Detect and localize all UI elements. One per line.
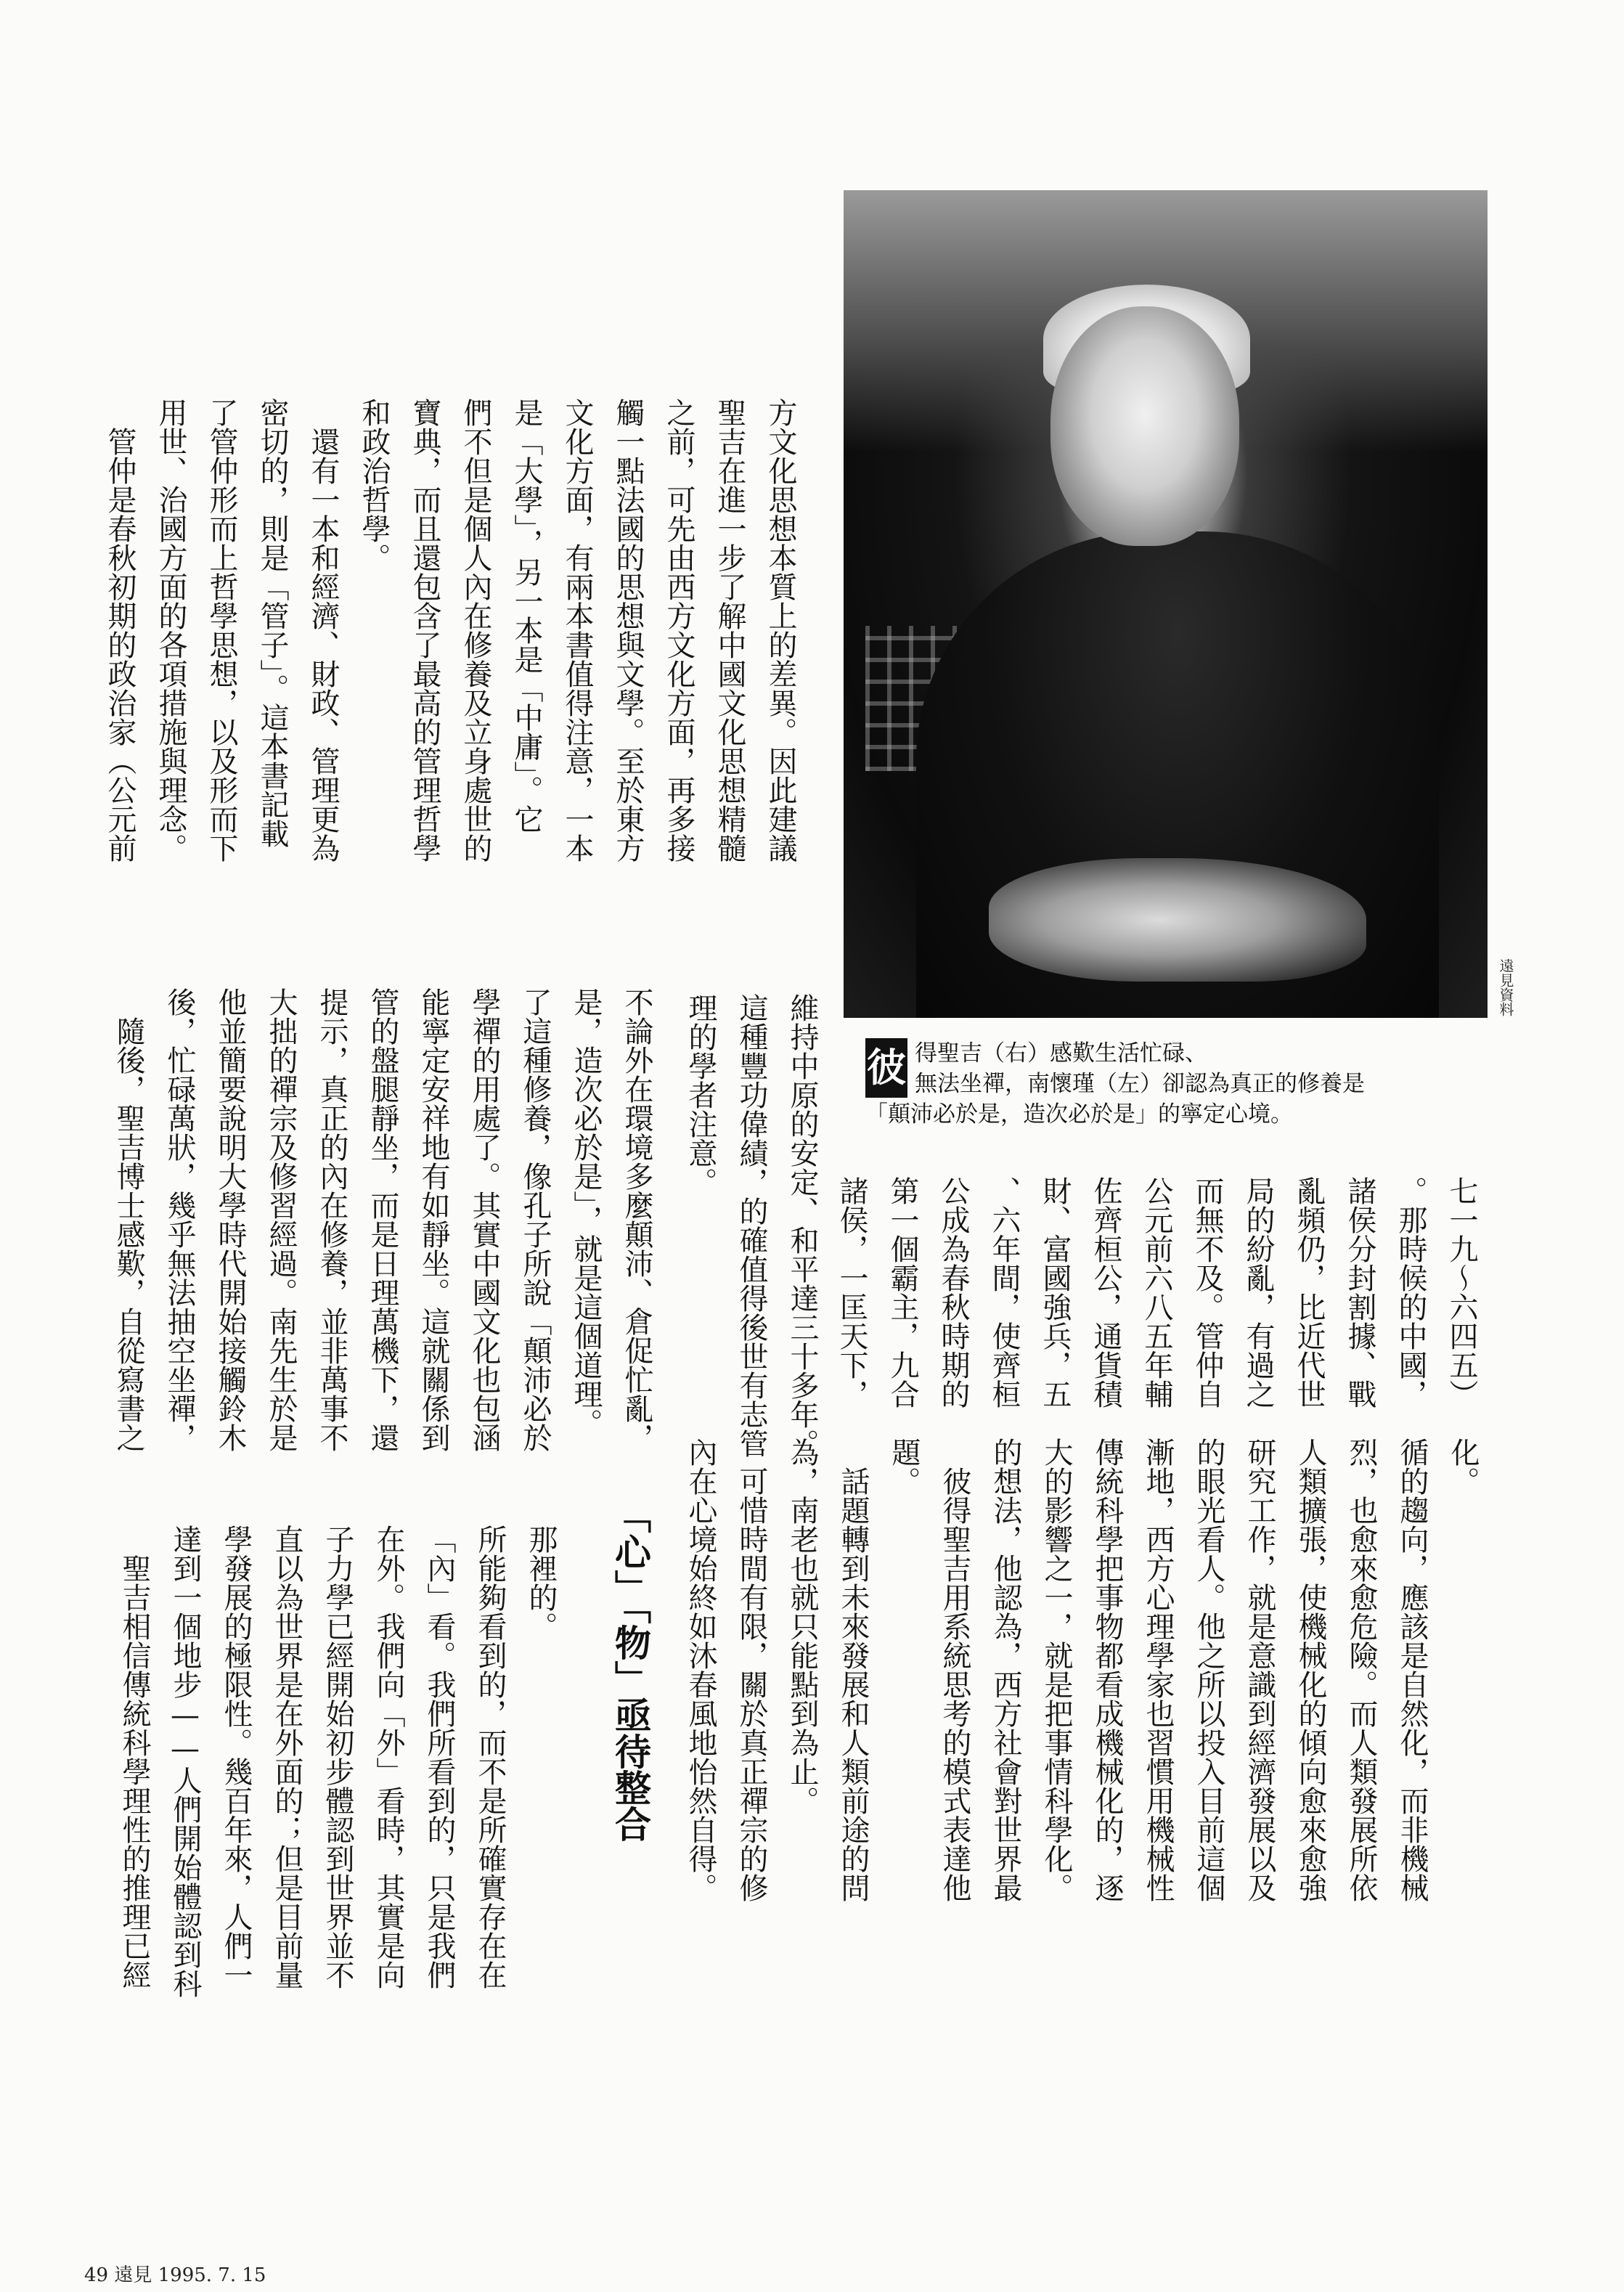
bottom-right-column: 達到一個地步——人們開始體認到科	[168, 1525, 202, 1998]
short-column: 財、富國強兵，五	[1038, 1176, 1072, 1408]
photo-caption	[865, 1038, 1490, 1130]
short-column: 公元前六八五年輔	[1140, 1176, 1173, 1408]
upper-left-column: 還有一本和經濟、財政、管理更為	[306, 398, 340, 862]
bottom-right-column: 聖吉相信傳統科學理性的推理已經	[118, 1525, 151, 1989]
section-heading: 「心」「物」亟待整合	[609, 1497, 651, 1842]
short-column: 而無不及。管仲自	[1191, 1176, 1224, 1408]
lower-right-column: 彼得聖吉用系統思考的模式表達他	[938, 1437, 971, 1902]
face	[1050, 306, 1239, 546]
upper-left-column: 觸一點法國的思想與文學。至於東方	[611, 398, 645, 862]
bottom-right-text-block	[109, 1525, 566, 2163]
short-column: 公成為春秋時期的	[937, 1176, 970, 1408]
upper-left-column: 們不但是個人內在修養及立身處世的	[459, 398, 492, 862]
short-column: 七一九～六四五）	[1445, 1176, 1478, 1408]
page-footer: 49 遠見 1995. 7. 15	[84, 2264, 266, 2286]
upper-left-column: 是「大學」，另一本是「中庸」。它	[510, 398, 543, 833]
lower-right-column: 內在心境始終如沐春風地怡然自得。	[684, 1437, 717, 1902]
lower-left-column: 了這種修養，像孔子所說「顛沛必於	[518, 987, 552, 1452]
upper-left-text-block	[94, 398, 806, 921]
bottom-right-column: 子力學已經開始初步體認到世界並不	[321, 1525, 354, 1989]
lower-right-column: 烈，也愈來愈危險。而人類發展所依	[1345, 1437, 1378, 1902]
upper-left-column: 方文化思想本質上的差異。因此建議	[764, 398, 797, 862]
lower-left-column: 不論外在環境多麼顛沛、倉促忙亂，	[620, 987, 653, 1452]
bottom-right-column: 所能夠看到的，而不是所確實存在在	[473, 1525, 507, 1989]
lower-left-column: 學禪的用處了。其實中國文化也包涵	[468, 987, 501, 1452]
lower-left-column: 隨後，聖吉博士感歎，自從寫書之	[112, 987, 145, 1452]
lower-right-column: 的眼光看人。他之所以投入目前這個	[1192, 1437, 1225, 1902]
lower-right-column: 化。	[1446, 1437, 1480, 1496]
lower-left-column: 能寧定安祥地有如靜坐。這就關係到	[417, 987, 450, 1452]
caption-line-1: 得聖吉（右）感歎生活忙碌、	[915, 1040, 1207, 1067]
bottom-right-column: 在外。我們向「外」看時，其實是向	[372, 1525, 405, 1989]
clasped-hands	[989, 858, 1366, 982]
upper-left-column: 用世、治國方面的各項措施與理念。	[154, 398, 187, 862]
bottom-right-column: 直以為世界是在外面的；但是目前量	[270, 1525, 303, 1989]
lower-left-column: 是，造次必於是」，就是這個道理。	[569, 987, 603, 1437]
upper-middle-column: 理的學者注意。	[684, 993, 717, 1196]
lower-right-column: 話題轉到未來發展和人類前途的問	[836, 1437, 870, 1902]
lower-left-column: 大拙的禪宗及修習經過。南先生於是	[264, 987, 298, 1452]
lower-right-column: 題。	[887, 1437, 921, 1496]
lower-left-column: 提示，真正的內在修養，並非萬事不	[315, 987, 348, 1452]
short-column: 局的紛亂，有過之	[1241, 1176, 1275, 1408]
portrait-photo	[844, 190, 1488, 1018]
caption-line-3: 「顛沛必於是，造次必於是」的寧定心境。	[865, 1101, 1293, 1127]
lower-right-column: 可惜時間有限，關於真正禪宗的修	[735, 1437, 768, 1902]
upper-left-column: 文化方面，有兩本書值得注意，一本	[560, 398, 594, 862]
lower-right-column: 研究工作，就是意識到經濟發展以及	[1243, 1437, 1276, 1902]
short-column: 佐齊桓公，通貨積	[1089, 1176, 1122, 1408]
bottom-right-column: 那裡的。	[524, 1525, 558, 1641]
lower-left-column: 管的盤腿靜坐，而是日理萬機下，還	[366, 987, 399, 1452]
upper-left-column: 和政治哲學。	[357, 398, 391, 572]
short-column: 亂頻仍，比近代世	[1292, 1176, 1326, 1408]
short-columns-text-block	[826, 1176, 1487, 1437]
lower-right-column: 循的趨向，應該是自然化，而非機械	[1395, 1437, 1429, 1902]
lower-right-text-block	[675, 1437, 1488, 2076]
lower-right-column: 為，南老也就只能點到為止。	[786, 1437, 819, 1815]
upper-left-column: 寶典，而且還包含了最高的管理哲學	[408, 398, 441, 862]
lower-right-column: 大的影響之一，就是把事情科學化。	[1040, 1437, 1073, 1902]
upper-left-column: 聖吉在進一步了解中國文化思想精髓	[713, 398, 746, 862]
short-column: 諸侯分封割據、戰	[1343, 1176, 1376, 1408]
lower-left-column: 後，忙碌萬狀，幾乎無法抽空坐禪，	[163, 987, 196, 1452]
short-column: 第一個霸主，九合	[886, 1176, 919, 1408]
upper-left-column: 密切的，則是「管子」。這本書記載	[256, 398, 289, 848]
short-column: 。那時候的中國，	[1394, 1176, 1427, 1408]
bottom-right-column: 「內」看。我們所看到的，只是我們	[423, 1525, 456, 1989]
lower-right-column: 人類擴張，使機械化的傾向愈來愈強	[1294, 1437, 1327, 1902]
upper-middle-column: 這種豐功偉績，的確值得後世有志管	[735, 993, 768, 1458]
caption-dropcap: 彼	[865, 1038, 907, 1098]
short-column: 諸侯，一匡天下，	[835, 1176, 868, 1408]
upper-left-column: 之前，可先由西方文化方面，再多接	[662, 398, 695, 862]
lower-left-text-block	[103, 987, 662, 1510]
caption-line-2: 無法坐禪，南懷瑾（左）卻認為真正的修養是	[915, 1071, 1365, 1097]
lower-right-column: 的想法，他認為，西方社會對世界最	[989, 1437, 1022, 1902]
short-column: 、六年間，使齊桓	[987, 1176, 1021, 1408]
lower-left-column: 他並簡要說明大學時代開始接觸鈴木	[213, 987, 247, 1452]
upper-left-column: 了管仲形而上哲學思想，以及形而下	[205, 398, 238, 862]
bottom-right-column: 學發展的極限性。幾百年來，人們一	[219, 1525, 253, 1989]
lower-right-column: 傳統科學把事物都看成機械化的，逐	[1090, 1437, 1124, 1902]
photo-credit: 遠見資料	[1497, 958, 1514, 1016]
upper-left-column: 管仲是春秋初期的政治家（公元前	[103, 398, 136, 862]
upper-middle-column: 維持中原的安定、和平達三十多年。	[786, 993, 819, 1458]
lower-right-column: 漸地，西方心理學家也習慣用機械性	[1141, 1437, 1175, 1902]
